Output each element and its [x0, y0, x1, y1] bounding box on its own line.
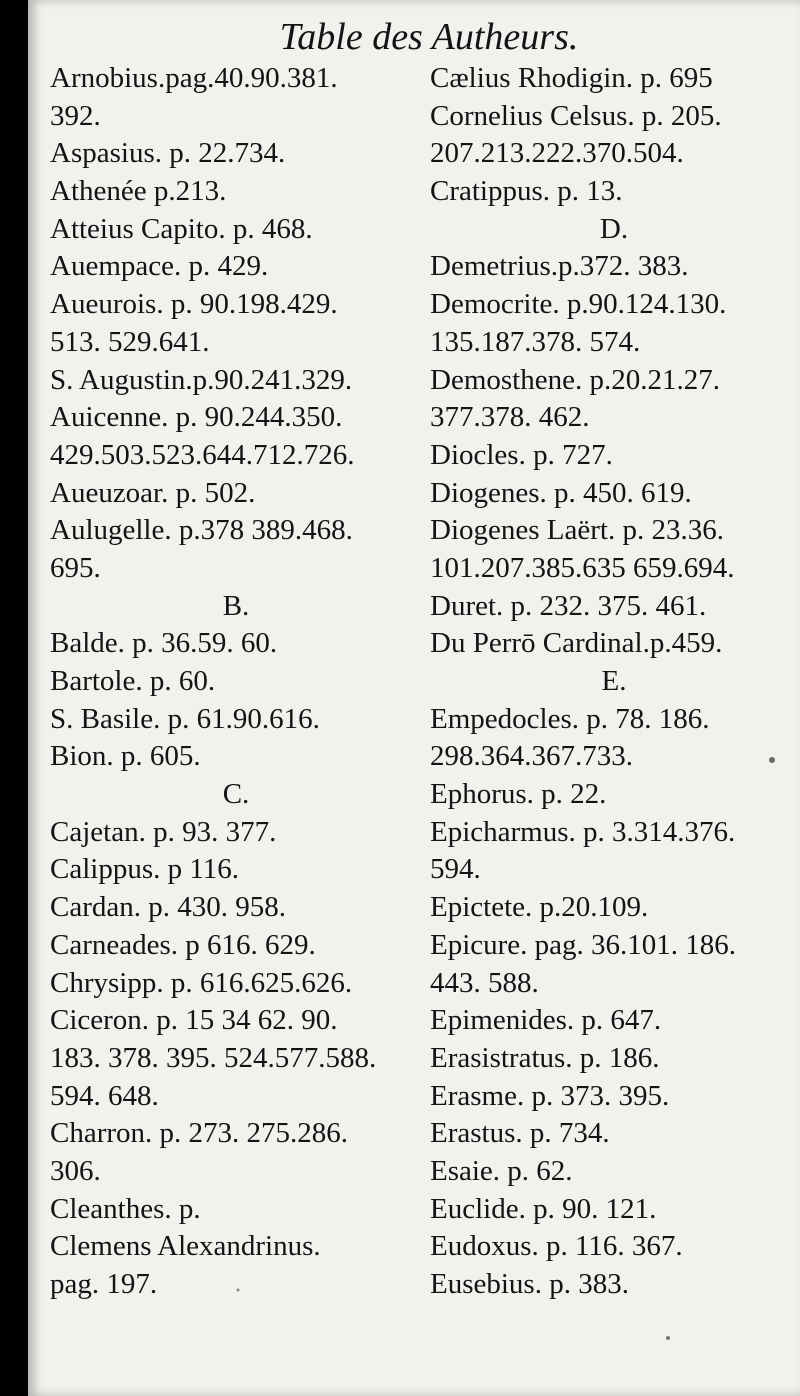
index-entry: Erastus. p. 734.	[430, 1117, 610, 1150]
index-entry: Diogenes Laërt. p. 23.36.	[430, 514, 724, 547]
index-entry: 101.207.385.635 659.694.	[430, 551, 735, 584]
index-entry: 183. 378. 395. 524.577.588.	[50, 1041, 377, 1074]
page-title: Table des Autheurs.	[279, 16, 579, 58]
index-entry: Epicharmus. p. 3.314.376.	[430, 815, 736, 848]
index-entry: Epicure. pag. 36.101. 186.	[430, 928, 737, 961]
index-entry: Eudoxus. p. 116. 367.	[430, 1230, 683, 1263]
index-entry: Bion. p. 605.	[50, 740, 201, 773]
index-entry: Diocles. p. 727.	[430, 438, 613, 471]
index-entry: Euclide. p. 90. 121.	[430, 1192, 657, 1225]
index-entry: Aulugelle. p.378 389.468.	[50, 514, 353, 547]
index-entry: Cardan. p. 430. 958.	[50, 891, 286, 924]
index-entry: 429.503.523.644.712.726.	[50, 438, 355, 471]
index-entry: 594.	[430, 853, 481, 886]
left-column	[50, 60, 422, 1304]
index-entry: Demosthene. p.20.21.27.	[430, 363, 720, 396]
index-entry: Calippus. p 116.	[50, 853, 240, 886]
index-entry: Ephorus. p. 22.	[430, 778, 607, 811]
index-entry: Clemens Alexandrinus.	[50, 1230, 321, 1263]
index-entry: Athenée p.213.	[50, 175, 227, 208]
index-entry: Chrysipp. p. 616.625.626.	[50, 966, 353, 999]
index-entry: Auicenne. p. 90.244.350.	[50, 401, 343, 434]
index-entry: Du Perrō Cardinal.p.459.	[430, 627, 723, 660]
index-entry: Cleanthes. p.	[50, 1192, 201, 1225]
index-entry: 306.	[50, 1154, 101, 1187]
index-entry: Empedocles. p. 78. 186.	[430, 702, 710, 735]
index-entry: Cælius Rhodigin. p. 695	[430, 62, 713, 94]
index-entry: 443. 588.	[430, 966, 539, 999]
index-entry: Demetrius.p.372. 383.	[430, 250, 689, 283]
section-letter: E.	[601, 665, 627, 697]
ink-speck	[666, 1336, 670, 1340]
index-entry: Atteius Capito. p. 468.	[50, 212, 313, 245]
index-entry: 513. 529.641.	[50, 325, 210, 358]
index-entry: Democrite. p.90.124.130.	[430, 288, 727, 321]
index-entry: Diogenes. p. 450. 619.	[430, 476, 692, 509]
index-entry: 695.	[50, 551, 101, 584]
index-entry: Balde. p. 36.59. 60.	[50, 627, 278, 660]
index-entry: Carneades. p 616. 629.	[50, 928, 316, 961]
index-entry: Epimenides. p. 647.	[430, 1004, 662, 1037]
index-entry: Auempace. p. 429.	[50, 250, 269, 283]
index-entry: Esaie. p. 62.	[430, 1154, 573, 1187]
index-entry: Eusebius. p. 383.	[430, 1268, 629, 1300]
index-entry: 298.364.367.733.	[430, 740, 633, 773]
index-entry: Bartole. p. 60.	[50, 665, 216, 697]
index-entry: Duret. p. 232. 375. 461.	[430, 589, 707, 622]
index-entry: Charron. p. 273. 275.286.	[50, 1117, 349, 1150]
index-entry: 392.	[50, 99, 101, 132]
index-entry: S. Basile. p. 61.90.616.	[50, 702, 320, 735]
index-entry: Aueurois. p. 90.198.429.	[50, 288, 338, 321]
right-column	[430, 60, 798, 1304]
section-letter: C.	[222, 778, 250, 811]
index-entry: Aspasius. p. 22.734.	[50, 137, 286, 170]
index-entry: Ciceron. p. 15 34 62. 90.	[50, 1004, 338, 1037]
section-letter: B.	[222, 589, 250, 622]
index-entry: 377.378. 462.	[430, 401, 590, 434]
index-entry: 135.187.378. 574.	[430, 325, 641, 358]
index-entry: 594. 648.	[50, 1079, 159, 1112]
index-entry: S. Augustin.p.90.241.329.	[50, 363, 353, 396]
index-entry: Aueuzoar. p. 502.	[50, 476, 256, 509]
index-entry: pag. 197.	[50, 1268, 158, 1300]
index-entry: Erasme. p. 373. 395.	[430, 1079, 670, 1112]
index-entry: Cornelius Celsus. p. 205.	[430, 99, 722, 132]
index-entry: Cratippus. p. 13.	[430, 175, 623, 208]
index-entry: Epictete. p.20.109.	[430, 891, 649, 924]
index-entry: Erasistratus. p. 186.	[430, 1041, 660, 1074]
index-entry: Arnobius.pag.40.90.381.	[50, 62, 338, 94]
book-page	[28, 0, 800, 1396]
index-entry: 207.213.222.370.504.	[430, 137, 684, 170]
index-entry: Cajetan. p. 93. 377.	[50, 815, 277, 848]
section-letter: D.	[599, 212, 629, 245]
